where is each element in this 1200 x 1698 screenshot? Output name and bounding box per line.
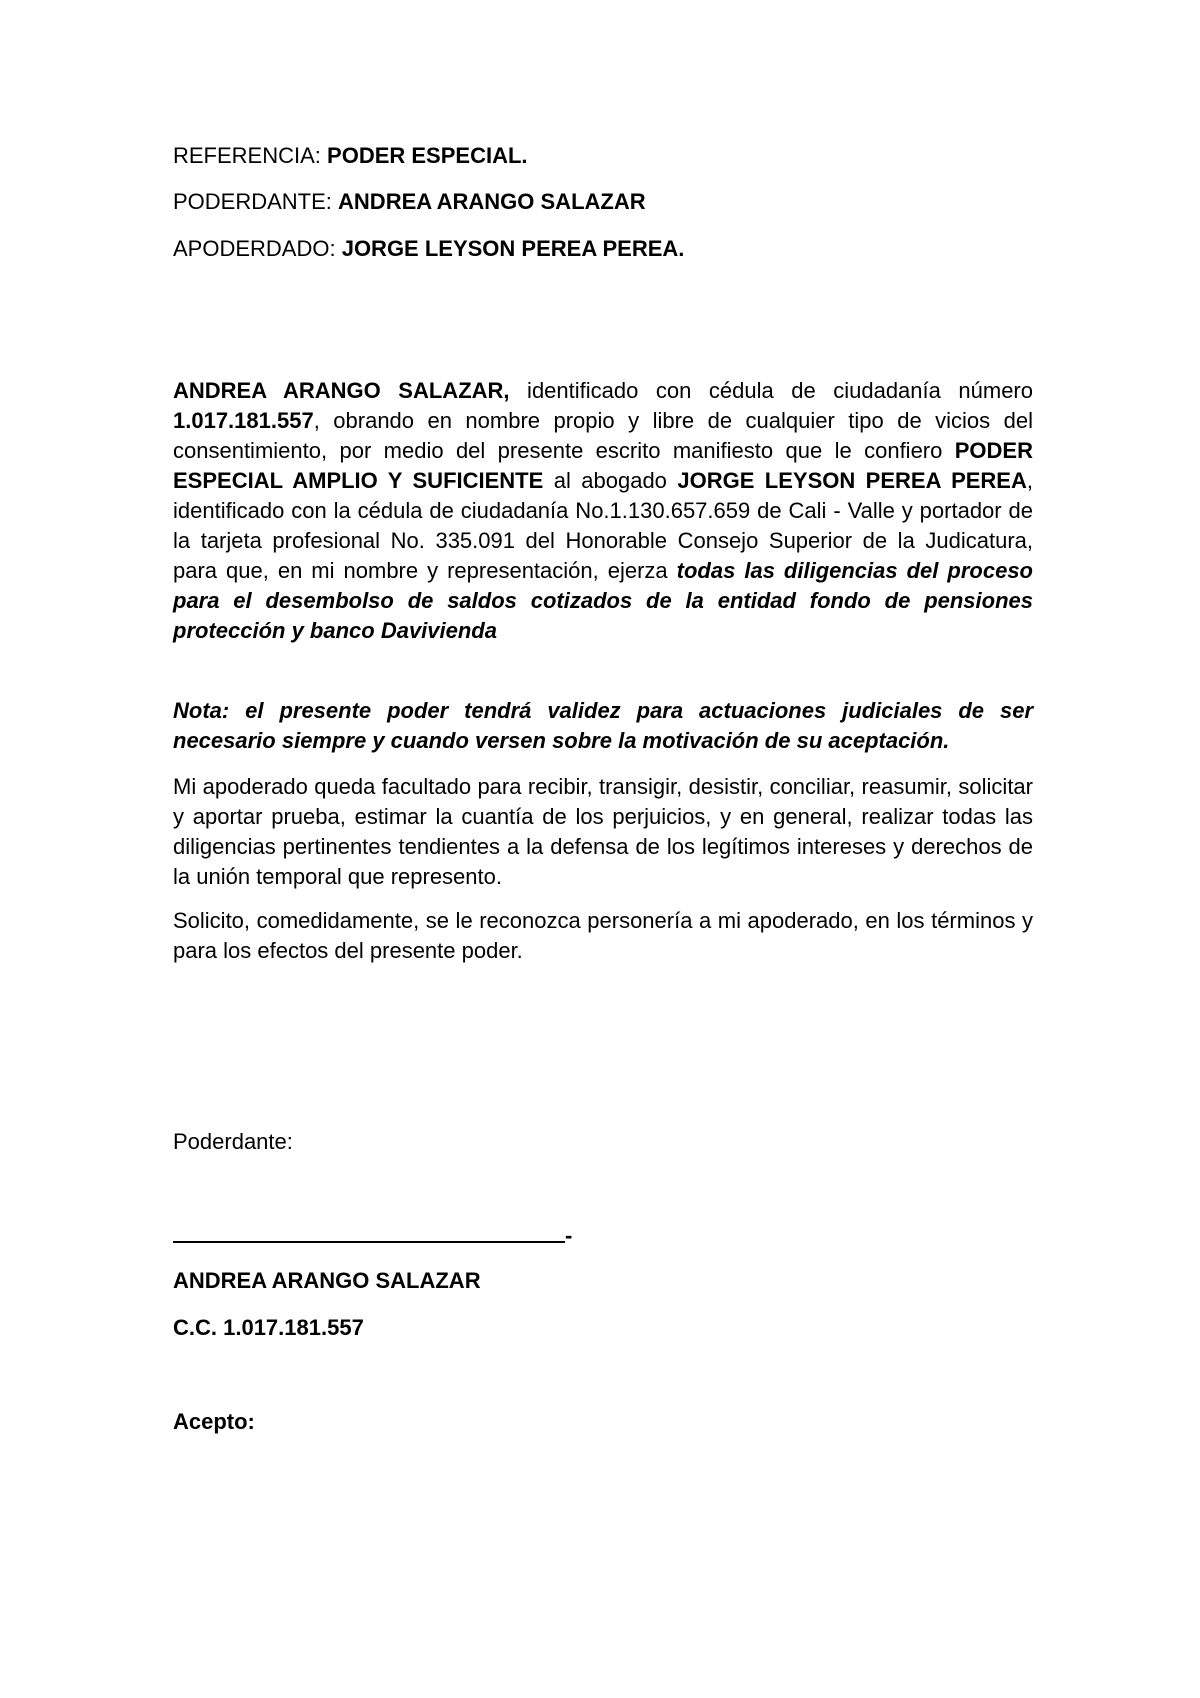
- apoderado-line: [173, 235, 684, 263]
- apoderado-value: JORGE LEYSON PEREA PEREA.: [341, 236, 685, 261]
- signature-id: C.C. 1.017.181.557: [173, 1315, 364, 1340]
- poderdante-name: ANDREA ARANGO SALAZAR,: [173, 378, 510, 403]
- reference-value: PODER ESPECIAL.: [327, 143, 528, 168]
- poderdante-line: [173, 188, 646, 216]
- power-scope: todas las diligencias del proceso para el desembolso de saldos cotizados de la entidad fondo de pensiones protección y banco Davivienda: [173, 558, 1033, 643]
- signature-name: ANDREA ARANGO SALAZAR: [173, 1268, 481, 1293]
- body-text-3: al abogado: [543, 468, 678, 493]
- note-paragraph: Nota: el presente poder tendrá validez para actuaciones judiciales de ser necesario siempre y cuando versen sobre la motivación de su aceptación.: [173, 698, 1033, 753]
- body-text-2: , obrando en nombre propio y libre de cualquier tipo de vicios del consentimiento, por medio del presente escrito manifiesto que le confiero: [173, 408, 1033, 463]
- body-text-4: , identificado con la cédula de ciudadanía No.1.130.657.659 de Cali - Valle y portador de la tarjeta profesional No. 335.091 del Honorable Consejo Superior de la Judicatura, para que, en mi nombre y representación, ejerza: [173, 468, 1033, 583]
- signature-rule: [173, 1225, 565, 1243]
- signature-label: Poderdante:: [173, 1129, 293, 1154]
- body-paragraph-3: Mi apoderado queda facultado para recibir, transigir, desistir, conciliar, reasumir, solicitar y aportar prueba, estimar la cuantía de los perjuicios, y en general, realizar todas las diligencias pertinentes tendientes a la defensa de los legítimos intereses y derechos de la unión temporal que represento.: [173, 774, 1033, 889]
- poderdante-label: PODERDANTE:: [173, 189, 339, 214]
- acceptance-label: Acepto:: [173, 1409, 255, 1434]
- body-paragraph-1: [173, 376, 1033, 646]
- reference-line: [173, 142, 528, 170]
- body-paragraph-4: Solicito, comedidamente, se le reconozca personería a mi apoderado, en los términos y para los efectos del presente poder.: [173, 908, 1033, 963]
- signature-line-suffix: -: [565, 1223, 573, 1248]
- power-type: PODER ESPECIAL AMPLIO Y SUFICIENTE: [173, 438, 1033, 493]
- body-text-1: identificado con cédula de ciudadanía número: [509, 378, 1033, 403]
- lawyer-name: JORGE LEYSON PEREA PEREA: [677, 468, 1027, 493]
- apoderado-label: APODERDADO:: [173, 236, 342, 261]
- poderdante-id: 1.017.181.557: [173, 408, 314, 433]
- reference-label: REFERENCIA:: [173, 143, 328, 168]
- poderdante-value: ANDREA ARANGO SALAZAR: [338, 189, 646, 214]
- signature-line: [173, 1222, 572, 1250]
